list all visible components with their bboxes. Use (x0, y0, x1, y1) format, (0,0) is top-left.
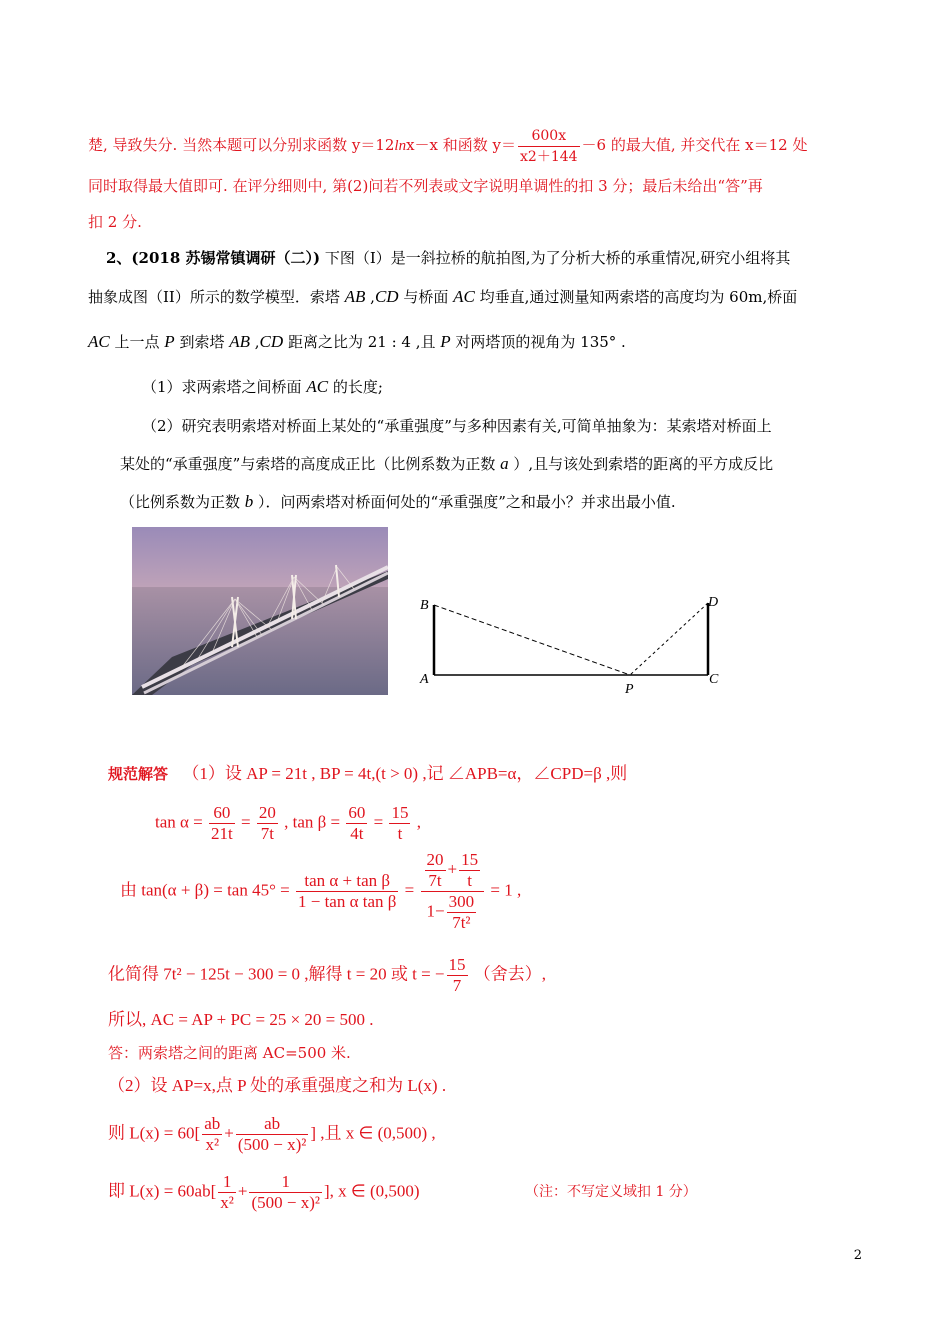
fraction-600x: $\frac{600x}{x2+144}$ (520, 127, 578, 165)
top-line-1-part-b: x－x 和函数 y＝ (406, 136, 517, 154)
problem-line-2: 抽象成图（II）所示的数学模型．索塔 AB ,CD 与桥面 AC 均垂直,通过测量知两索塔的高度均为 60m,桥面 (88, 287, 798, 306)
problem-line-1: 2、(2018 苏锡常镇调研（二）) 下图（I）是一斜拉桥的航拍图,为了分析大桥的承重情况,研究小组将其 (106, 249, 791, 267)
problem-heading: 2、(2018 苏锡常镇调研（二）) (106, 249, 321, 267)
question-2-line-3: （比例系数为正数 b ）．问两索塔对桥面何处的“承重强度”之和最小？并求出最小值. (120, 492, 676, 511)
ln-text: ln (394, 138, 407, 154)
frac-60-21t: $\frac{60}{21t}$ (211, 803, 233, 843)
problem-line-3: AC 上一点 P 到索塔 AB ,CD 距离之比为 21 : 4 ,且 P 对两塔顶的视角为 135° . (88, 332, 626, 351)
page-number: 2 (853, 1248, 862, 1263)
bridge-model-diagram (410, 585, 730, 700)
frac-compound: $\frac{20}{7t}$ + $\frac{15}{t}$ 1− $\frac{300}{\text{7t²}}$ (421, 850, 485, 933)
solution-line-5: 所以, AC = AP + PC = 25 × 20 = 500 . (108, 1010, 374, 1029)
frac-1-x2: $\frac{1}{\text{x²}}$ (220, 1172, 234, 1212)
top-line-1-part-a: 楚, 导致失分. 当然本题可以分别求函数 y＝12 (88, 136, 395, 154)
label-D: D (708, 595, 719, 610)
solution-line-1: 规范解答 （1）设 AP = 21t , BP = 4t,(t > 0) ,记 ∠APB=α，∠CPD=β ,则 (108, 764, 628, 783)
solution-line-7: （2）设 AP=x,点 P 处的承重强度之和为 L(x) . (108, 1076, 447, 1095)
solution-title: 规范解答 (108, 765, 169, 783)
bridge-aerial-photo (132, 527, 388, 695)
segment-DP (630, 603, 708, 675)
frac-60-4t: $\frac{60}{4t}$ (348, 803, 366, 843)
solution-note: （注：不写定义域扣 1 分） (525, 1184, 697, 1200)
top-line-1-part-c: －6 的最大值, 并交代在 x＝12 处 (581, 136, 808, 154)
frac-ab-500: $\frac{ab}{\text{(500 − x)²}}$ (237, 1114, 307, 1154)
label-B: B (420, 598, 429, 613)
solution-line-3: 由 tan(α + β) = tan 45° = $\frac{\text{tan α + tan β}}{\text{1 − tan α tan β}}$ = $\frac{20}{7t}$ + $\frac{15}{t}$ 1− $\frac{300}{\text{7t²}}$ = 1 , (120, 850, 522, 932)
solution-line-9: 即 L(x) = 60ab[ $\frac{1}{\text{x²}}$ + $\frac{1}{\text{(500 − x)²}}$ ], x ∈ (0,500) (108, 1172, 420, 1212)
top-line-3: 扣 2 分. (88, 213, 142, 231)
label-P: P (625, 682, 634, 697)
label-C: C (709, 672, 719, 687)
frac-15-7: $\frac{15}{7}$ (448, 955, 466, 995)
frac-tan-sum: $\frac{\text{tan α + tan β}}{\text{1 − tan α tan β}}$ (297, 871, 397, 911)
top-line-1 (88, 122, 807, 168)
label-A: A (420, 672, 429, 687)
solution-line-2: tan α = $\frac{60}{21t}$ = $\frac{20}{7t}$ , tan β = $\frac{60}{4t}$ = $\frac{15}{t}$ , (155, 803, 421, 843)
frac-15-t: $\frac{15}{t}$ (391, 803, 409, 843)
frac-20-7t: $\frac{20}{7t}$ (258, 803, 276, 843)
question-1: （1）求两索塔之间桥面 AC 的长度; (142, 377, 383, 396)
top-line-2: 同时取得最大值即可. 在评分细则中, 第(2)问若不列表或文字说明单调性的扣 3 分；最后未给出“答”再 (88, 177, 763, 195)
question-2-line-2: 某处的“承重强度”与索塔的高度成正比（比例系数为正数 a ）,且与该处到索塔的距离的平方成反比 (120, 454, 774, 473)
segment-BP (434, 605, 630, 675)
question-2-line-1: （2）研究表明索塔对桥面上某处的“承重强度”与多种因素有关,可简单抽象为：某索塔对桥面上 (142, 417, 772, 435)
frac-ab-x2: $\frac{ab}{\text{x²}}$ (204, 1114, 221, 1154)
frac-1-500: $\frac{1}{\text{(500 − x)²}}$ (251, 1172, 320, 1212)
solution-line-6: 答：两索塔之间的距离 AC=500 米. (108, 1044, 351, 1062)
solution-line-4: 化简得 7t² − 125t − 300 = 0 ,解得 t = 20 或 t = − $\frac{15}{7}$ （舍去）, (108, 955, 547, 995)
solution-line-8: 则 L(x) = 60[ $\frac{ab}{\text{x²}}$ + $\frac{ab}{\text{(500 − x)²}}$ ] ,且 x ∈ (0,500) , (108, 1114, 436, 1154)
